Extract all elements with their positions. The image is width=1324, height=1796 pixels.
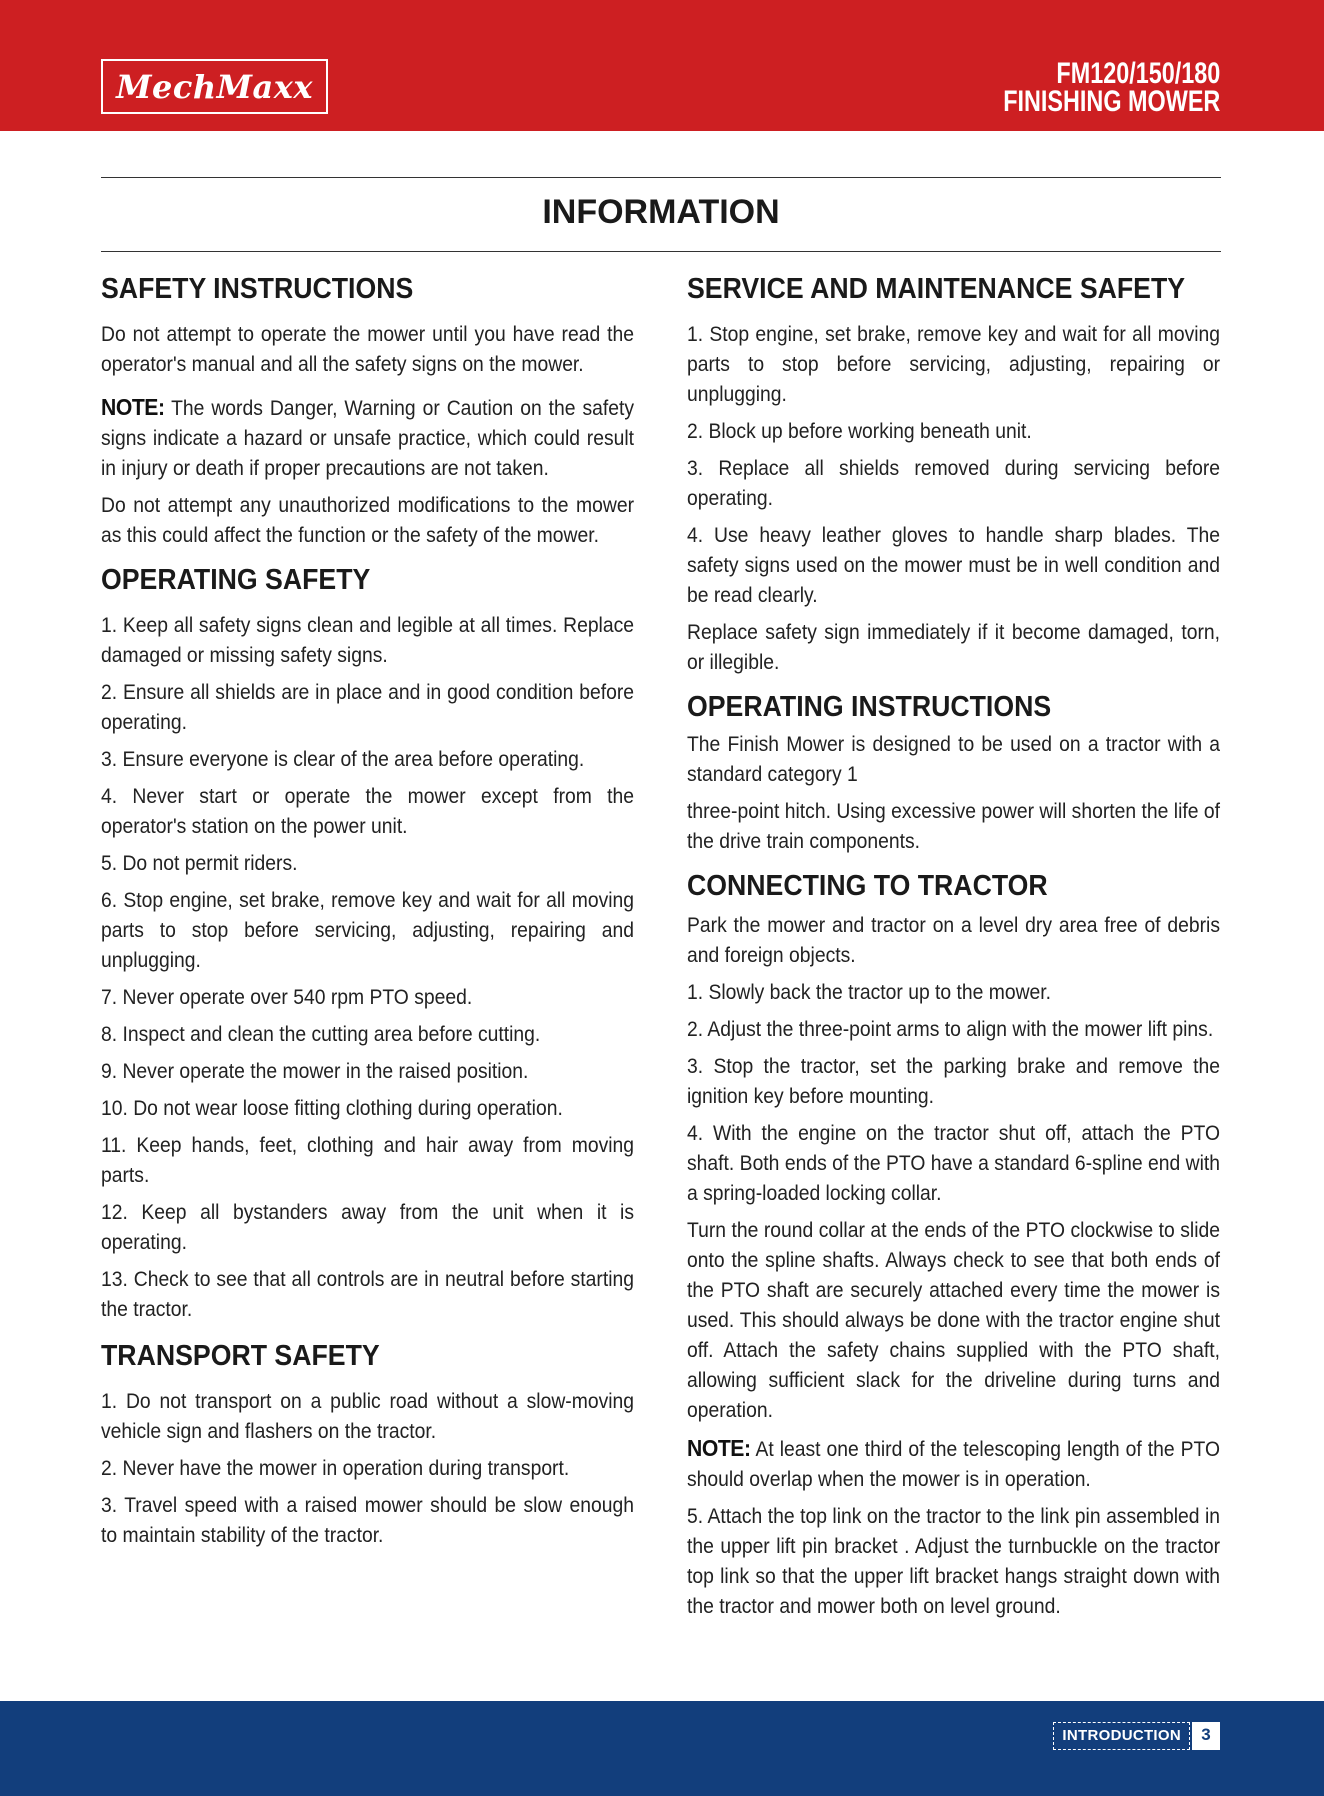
paragraph: Turn the round collar at the ends of the PTO clockwise to slide onto the spline shafts. Always check to see that both ends of the PTO shaft are securely attached every time the mower is used. This should always be done with the tractor engine shut off. Attach the safety chains supplied with the PTO shaft, allowing sufficient slack for the driveline during turns and operation.: [687, 1219, 1221, 1422]
list-item: 8. Inspect and clean the cutting area before cutting.: [101, 1023, 541, 1046]
list-item: 2. Ensure all shields are in place and in good condition before operating.: [101, 681, 635, 734]
brand-logo: [101, 59, 328, 114]
note-paragraph: [687, 1433, 1220, 1495]
list-item: 3. Ensure everyone is clear of the area before operating.: [101, 748, 585, 771]
list-item: 1. Stop engine, set brake, remove key and wait for all moving parts to stop before servicing, adjusting, repairing or unplugging.: [687, 323, 1221, 406]
model-description: FINISHING MOWER: [1002, 85, 1220, 118]
paragraph: Park the mower and tractor on a level dry area free of debris and foreign objects.: [687, 914, 1221, 967]
list-item: 5. Attach the top link on the tractor to the link pin assembled in the upper lift pin bracket . Adjust the turnbuckle on the tractor top link so that the upper lift bracket hangs straight down with the tractor and mower both on level ground.: [687, 1505, 1221, 1618]
note-label: NOTE:: [101, 394, 165, 420]
left-column: [101, 272, 634, 1558]
section-title-transport-safety: TRANSPORT SAFETY: [101, 1340, 380, 1372]
list-item: 2. Adjust the three-point arms to align with the mower lift pins.: [687, 1018, 1214, 1041]
list-item: 5. Do not permit riders.: [101, 852, 298, 875]
section-title-safety-instructions: SAFETY INSTRUCTIONS: [101, 273, 414, 305]
list-item: 4. With the engine on the tractor shut off, attach the PTO shaft. Both ends of the PTO have a standard 6-spline end with a spring-loaded locking collar.: [687, 1122, 1221, 1205]
paragraph: three-point hitch. Using excessive power will shorten the life of the drive train components.: [687, 800, 1221, 853]
page-title: INFORMATION: [542, 193, 780, 231]
note-text: The words Danger, Warning or Caution on the safety signs indicate a hazard or unsafe practice, which could result in injury or death if proper precautions are not taken.: [101, 397, 635, 480]
footer-page-tag: [1053, 1722, 1220, 1750]
list-item: 3. Stop the tractor, set the parking brake and remove the ignition key before mounting.: [687, 1055, 1221, 1108]
list-item: 1. Slowly back the tractor up to the mower.: [687, 981, 1052, 1004]
section-title-connecting: CONNECTING TO TRACTOR: [687, 870, 1048, 902]
page-number: 3: [1192, 1722, 1220, 1750]
note-label: NOTE:: [687, 1435, 751, 1461]
list-item: 3. Travel speed with a raised mower should be slow enough to maintain stability of the tractor.: [101, 1494, 635, 1547]
paragraph: Do not attempt any unauthorized modifications to the mower as this could affect the function or the safety of the mower.: [101, 494, 635, 547]
list-item: 7. Never operate over 540 rpm PTO speed.: [101, 986, 473, 1009]
note-text: At least one third of the telescoping length of the PTO should overlap when the mower is in operation.: [687, 1438, 1221, 1491]
list-item: 9. Never operate the mower in the raised position.: [101, 1060, 529, 1083]
list-item: 12. Keep all bystanders away from the unit when it is operating.: [101, 1201, 635, 1254]
paragraph: Do not attempt to operate the mower until you have read the operator's manual and all the safety signs on the mower.: [101, 323, 635, 376]
section-title-operating-safety: OPERATING SAFETY: [101, 564, 371, 596]
list-item: 10. Do not wear loose fitting clothing during operation.: [101, 1097, 563, 1120]
footer-section-label: INTRODUCTION: [1053, 1722, 1190, 1750]
section-title-operating-instructions: OPERATING INSTRUCTIONS: [687, 691, 1052, 723]
list-item: 2. Never have the mower in operation during transport.: [101, 1457, 570, 1480]
list-item: 1. Do not transport on a public road without a slow-moving vehicle sign and flashers on the tractor.: [101, 1390, 635, 1443]
list-item: 6. Stop engine, set brake, remove key and wait for all moving parts to stop before servicing, adjusting, repairing and unplugging.: [101, 889, 635, 972]
list-item: 3. Replace all shields removed during servicing before operating.: [687, 457, 1221, 510]
model-title: [942, 57, 1220, 118]
list-item: Replace safety sign immediately if it become damaged, torn, or illegible.: [687, 621, 1221, 674]
list-item: 11. Keep hands, feet, clothing and hair away from moving parts.: [101, 1134, 635, 1187]
brand-name: MechMaxx: [116, 67, 313, 106]
section-title-service-safety: SERVICE AND MAINTENANCE SAFETY: [687, 273, 1186, 305]
list-item: 4. Use heavy leather gloves to handle sharp blades. The safety signs used on the mower must be in well condition and be read clearly.: [687, 524, 1221, 607]
list-item: 13. Check to see that all controls are in neutral before starting the tractor.: [101, 1268, 635, 1321]
model-number: FM120/150/180: [1056, 57, 1220, 90]
list-item: 2. Block up before working beneath unit.: [687, 420, 1032, 443]
right-column: [687, 272, 1220, 1629]
list-item: 1. Keep all safety signs clean and legible at all times. Replace damaged or missing safety signs.: [101, 614, 635, 667]
paragraph: The Finish Mower is designed to be used on a tractor with a standard category 1: [687, 733, 1221, 786]
title-rule-top: [101, 177, 1221, 178]
title-rule-bottom: [101, 251, 1221, 252]
note-paragraph: [101, 392, 634, 484]
list-item: 4. Never start or operate the mower except from the operator's station on the power unit.: [101, 785, 635, 838]
